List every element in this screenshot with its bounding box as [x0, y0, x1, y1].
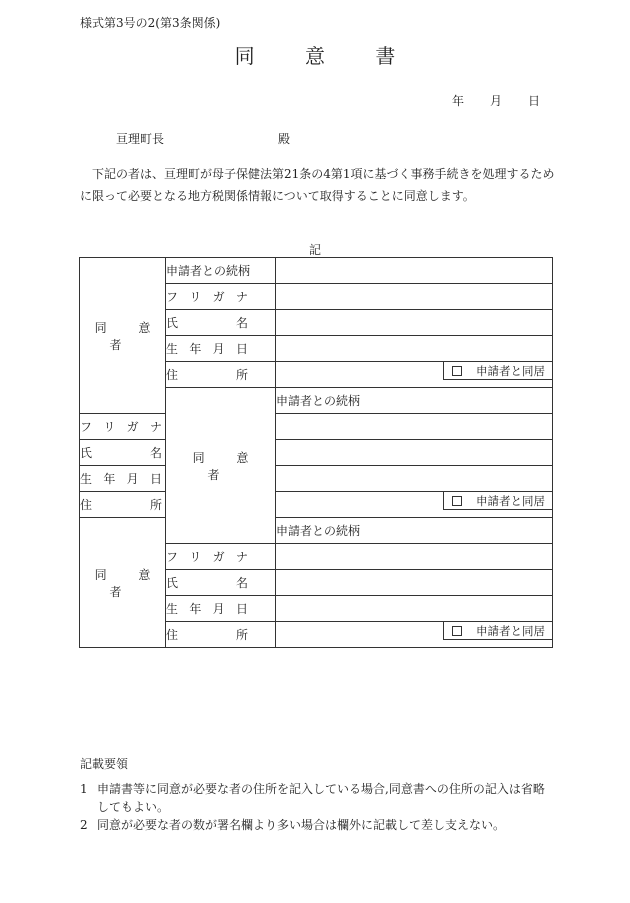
ki-heading: 記	[308, 243, 321, 257]
date-month-label: 月	[490, 94, 503, 108]
name-input[interactable]	[276, 570, 553, 596]
checkbox-icon[interactable]	[452, 366, 462, 376]
notes-heading: 記載要領	[80, 757, 129, 771]
address-label: 住 所	[166, 362, 276, 388]
notes-list	[80, 780, 555, 834]
name-input[interactable]	[276, 440, 553, 466]
name-label: 氏 名	[80, 440, 166, 466]
name-label: 氏 名	[166, 310, 276, 336]
consenter-3-relationship-row	[80, 518, 553, 544]
addressee: 亘理町長	[116, 132, 165, 146]
furigana-label: フ リ ガ ナ	[166, 544, 276, 570]
furigana-label: フ リ ガ ナ	[80, 414, 166, 440]
note-text: 申請書等に同意が必要な者の住所を記入している場合,同意書への住所の記入は省略してもよい。	[97, 782, 545, 814]
furigana-input[interactable]	[276, 544, 553, 570]
relationship-label: 申請者との続柄	[166, 258, 276, 284]
note-number: 2	[80, 818, 88, 832]
cohabitation-label: 申請者と同居	[476, 493, 545, 508]
date-line	[452, 92, 540, 109]
consenter-2-name-row	[80, 440, 553, 466]
cohabitation-checkbox[interactable]	[443, 621, 553, 640]
note-number: 1	[80, 782, 88, 796]
address-label: 住 所	[80, 492, 166, 518]
relationship-label: 申請者との続柄	[276, 518, 553, 544]
note-item	[80, 816, 555, 834]
consenter-group-label: 同 意 者	[166, 388, 276, 544]
cohabitation-label: 申請者と同居	[476, 363, 545, 378]
birthdate-input[interactable]	[276, 466, 553, 492]
birthdate-input[interactable]	[276, 336, 553, 362]
cohabitation-checkbox[interactable]	[443, 491, 553, 510]
honorific: 殿	[278, 132, 291, 146]
birthdate-label: 生 年 月 日	[166, 596, 276, 622]
address-input[interactable]	[276, 622, 553, 648]
furigana-input[interactable]	[276, 414, 553, 440]
consenter-1-relationship-row	[80, 258, 553, 284]
consenter-2-address-row	[80, 492, 553, 518]
birthdate-label: 生 年 月 日	[80, 466, 166, 492]
consenter-group-label: 同 意 者	[80, 518, 166, 648]
document-title: 同 意 書	[234, 44, 418, 68]
cohabitation-checkbox[interactable]	[443, 361, 553, 380]
name-label: 氏 名	[166, 570, 276, 596]
furigana-label: フ リ ガ ナ	[166, 284, 276, 310]
consenter-2-furigana-row	[80, 414, 553, 440]
date-year-label: 年	[452, 94, 465, 108]
note-item	[80, 780, 555, 816]
cohabitation-label: 申請者と同居	[476, 623, 545, 638]
checkbox-icon[interactable]	[452, 626, 462, 636]
address-input[interactable]	[276, 492, 553, 518]
note-text: 同意が必要な者の数が署名欄より多い場合は欄外に記載して差し支えない。	[97, 818, 506, 832]
name-input[interactable]	[276, 310, 553, 336]
consenter-2-birthdate-row	[80, 466, 553, 492]
furigana-input[interactable]	[276, 284, 553, 310]
consent-statement: 下記の者は、亘理町が母子保健法第21条の4第1項に基づく事務手続きを処理するために限って必要となる地方税関係情報について取得することに同意します。	[80, 167, 555, 203]
checkbox-icon[interactable]	[452, 496, 462, 506]
date-day-label: 日	[528, 94, 541, 108]
relationship-label: 申請者との続柄	[276, 388, 553, 414]
birthdate-label: 生 年 月 日	[166, 336, 276, 362]
consent-table	[79, 257, 553, 648]
relationship-input[interactable]	[276, 258, 553, 284]
form-number: 様式第3号の2(第3条関係)	[80, 16, 221, 30]
consenter-group-label: 同 意 者	[80, 258, 166, 414]
address-input[interactable]	[276, 362, 553, 388]
birthdate-input[interactable]	[276, 596, 553, 622]
address-label: 住 所	[166, 622, 276, 648]
